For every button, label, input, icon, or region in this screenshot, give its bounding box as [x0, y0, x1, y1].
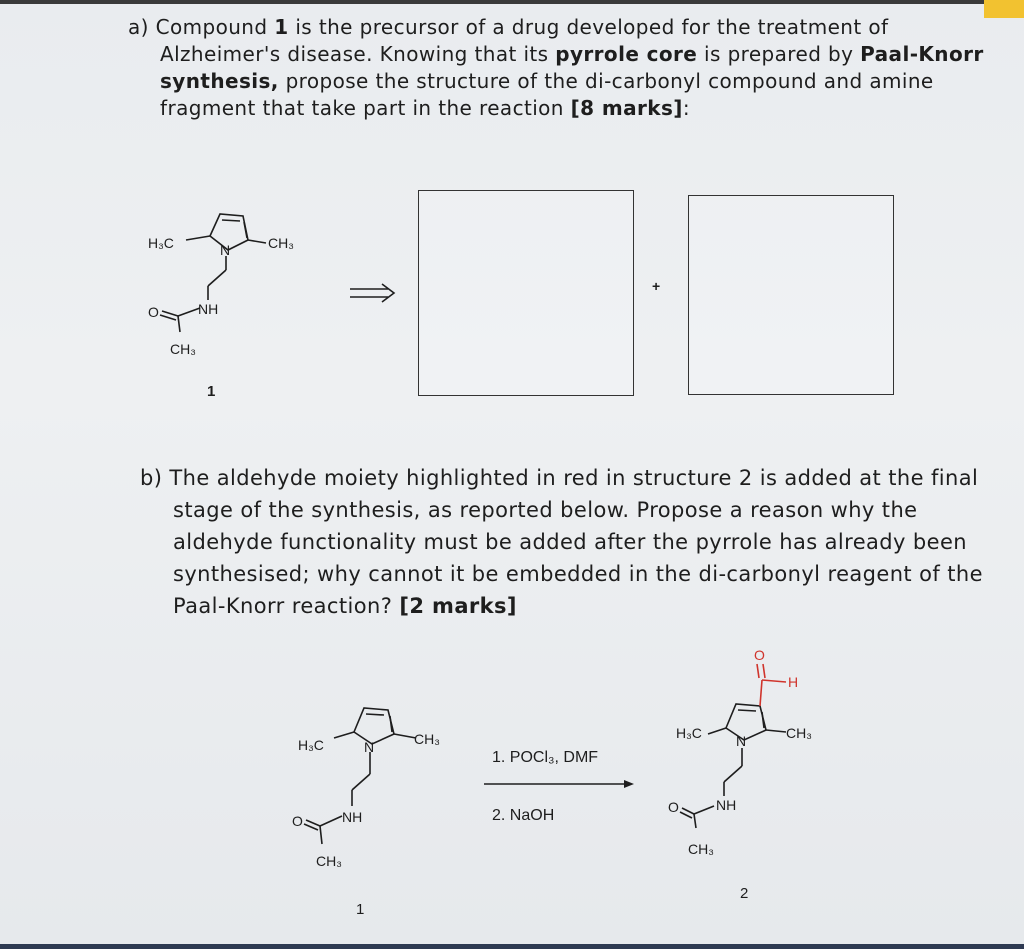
answer-box-dicarbonyl[interactable] — [418, 190, 634, 396]
qa-l2-bold2: Paal-Knorr — [860, 42, 984, 66]
start-h3c-label: H₃C — [298, 737, 324, 753]
qb-l2: stage of the synthesis, as reported below. Propose a reason why the — [173, 498, 918, 522]
product-aldehyde-o-label: O — [754, 647, 765, 663]
question-a-line-3 — [128, 68, 948, 95]
start-ch3-right-label: CH₃ — [414, 731, 440, 747]
s1-h3c-label: H₃C — [148, 235, 174, 251]
start-nh-label: NH — [342, 809, 363, 825]
qb-l5-pre: Paal-Knorr reaction? — [173, 594, 400, 618]
qa-l2-bold: pyrrole core — [555, 42, 698, 66]
qa-l1-pre: a) Compound — [128, 15, 275, 39]
reagent-step-1: 1. POCl₃, DMF — [492, 749, 599, 766]
qa-l1-bold: 1 — [274, 15, 289, 39]
s1-ch3-right-label: CH₃ — [268, 235, 294, 251]
product-n-label: N — [736, 733, 747, 749]
product-ch3-bottom-label: CH₃ — [688, 841, 714, 857]
s1-ch3-bottom-label: CH₃ — [170, 341, 196, 357]
product-compound-number: 2 — [740, 885, 749, 902]
question-a-line-4 — [128, 95, 948, 122]
qa-l1-post: is the precursor of a drug developed for the treatment of — [288, 15, 889, 39]
corner-strip — [984, 0, 1024, 18]
question-b-line-4 — [140, 558, 983, 590]
aldehyde-bonds — [757, 664, 786, 706]
qa-l4-pre: fragment that take part in the reaction — [160, 96, 571, 120]
s1-o-label: O — [148, 304, 159, 320]
qa-l3-post: propose the structure of the di-carbonyl compound and amine — [278, 69, 934, 93]
structure-1-part-a — [140, 200, 370, 410]
product-h3c-label: H₃C — [676, 725, 702, 741]
retrosynthesis-arrow — [348, 282, 398, 304]
product-nh-label: NH — [716, 797, 737, 813]
question-b-line-3 — [140, 526, 970, 558]
plus-sign: + — [652, 278, 661, 294]
qa-l4-bold: [8 marks] — [570, 96, 683, 120]
bottom-edge — [0, 944, 1024, 949]
product-ch3-right-label: CH₃ — [786, 725, 812, 741]
s1-nh-label: NH — [198, 301, 219, 317]
question-b-line-5 — [140, 590, 970, 622]
start-n-label: N — [364, 739, 375, 755]
start-compound-number: 1 — [356, 901, 365, 918]
s1-n-label: N — [220, 242, 231, 258]
reagent-step-2: 2. NaOH — [492, 807, 555, 824]
question-b — [140, 462, 983, 622]
start-o-label: O — [292, 813, 303, 829]
question-a-line-2 — [128, 41, 984, 68]
qa-l3-bold: synthesis, — [160, 69, 279, 93]
question-b-line-1 — [140, 462, 979, 494]
answer-box-amine[interactable] — [688, 195, 894, 395]
qb-l1: b) The aldehyde moiety highlighted in red in structure 2 is added at the final — [140, 466, 979, 490]
question-a-line-1 — [128, 14, 948, 41]
question-a — [128, 14, 984, 122]
qb-l5-bold: [2 marks] — [399, 594, 517, 618]
qa-l2-pre: Alzheimer's disease. Knowing that its — [160, 42, 556, 66]
reaction-arrow-head — [624, 780, 634, 788]
question-b-line-2 — [140, 494, 970, 526]
reaction-scheme-part-b — [280, 640, 840, 930]
qb-l4: synthesised; why cannot it be embedded in the di-carbonyl reagent of the — [173, 562, 983, 586]
qb-l3: aldehyde functionality must be added after the pyrrole has already been — [173, 530, 968, 554]
qa-l2-post: is prepared by — [697, 42, 861, 66]
top-edge — [0, 0, 1024, 4]
product-o-label: O — [668, 799, 679, 815]
start-ch3-bottom-label: CH₃ — [316, 853, 342, 869]
s1-compound-number: 1 — [207, 383, 216, 400]
qa-l4-post: : — [682, 96, 690, 120]
product-aldehyde-h-label: H — [788, 674, 799, 690]
